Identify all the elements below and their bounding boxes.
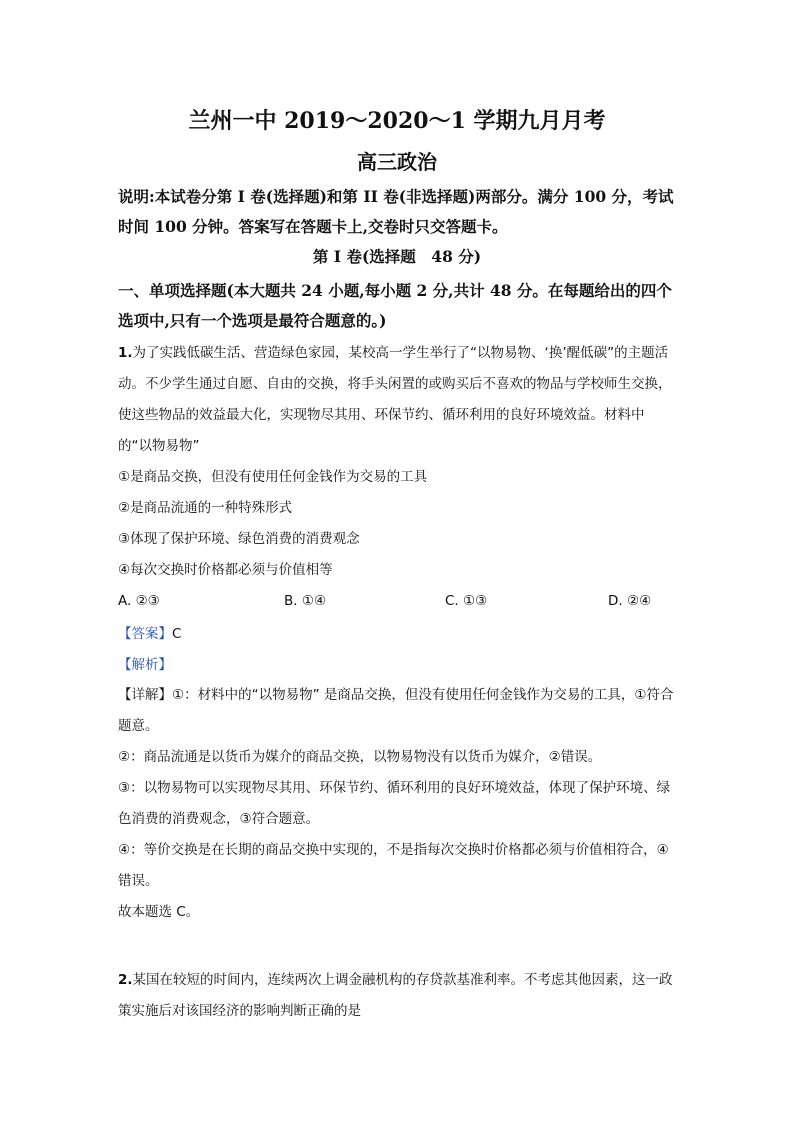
- question-1-number: 1.: [118, 345, 133, 361]
- exam-title: 兰州一中 2019～2020～1 学期九月月考: [188, 108, 606, 134]
- analysis-line: [118, 650, 678, 681]
- analysis-paragraph-2: ②：商品流通是以货币为媒介的商品交换，以物易物没有以货币为媒介，②错误。: [118, 749, 602, 765]
- statement-3: ③体现了保护环境、绿色消费的消费观念: [118, 531, 360, 547]
- option-a: A. ②③: [118, 593, 160, 609]
- exam-subtitle: 高三政治: [357, 150, 437, 174]
- question-1-stem: 1.为了实践低碳生活、营造绿色家园，某校高一学生举行了“以物易物、‘换’醒低碳”的主题活动。不少学生通过自愿、自由的交换，将手头闲置的或购买后不喜欢的物品与学校师生交换，使这些物品的效益最大化，实现物尽其用、环保节约、循环利用的良好环境效益。材料中的“以物易物”: [118, 345, 672, 454]
- statement-4: ④每次交换时价格都必须与价值相等: [118, 562, 333, 578]
- question-2: [118, 965, 678, 1027]
- analysis-paragraph-3: ③：以物易物可以实现物尽其用、环保节约、循环利用的良好环境效益，体现了保护环境、绿色消费的消费观念，③符合题意。: [118, 780, 671, 827]
- option-b: B. ①④: [284, 593, 327, 609]
- analysis-tag: 【解析】: [118, 657, 172, 673]
- question-1: [118, 338, 678, 586]
- exam-instructions: 说明:本试卷分第 I 卷(选择题)和第 II 卷(非选择题)两部分。满分 100 分，考试时间 100 分钟。答案写在答题卡上,交卷时只交答题卡。: [118, 187, 674, 236]
- part-title: 一、单项选择题(本大题共 24 小题,每小题 2 分,共计 48 分。在每题给出的四个选项中,只有一个选项是最符合题意的。): [118, 281, 672, 330]
- question-2-stem: 2.某国在较短的时间内，连续两次上调金融机构的存贷款基准利率。不考虑其他因素，这一政策实施后对该国经济的影响判断正确的是: [118, 972, 673, 1019]
- statement-2: ②是商品流通的一种特殊形式: [118, 500, 293, 516]
- option-c: C. ①③: [445, 593, 488, 609]
- statement-1: ①是商品交换，但没有使用任何金钱作为交易的工具: [118, 469, 428, 485]
- analysis-paragraph-1: 【详解】①：材料中的“以物易物” 是商品交换，但没有使用任何金钱作为交易的工具，①符合题意。: [118, 687, 674, 734]
- analysis-paragraph-4: ④：等价交换是在长期的商品交换中实现的，不是指每次交换时价格都必须与价值相符合，④错误。: [118, 842, 669, 889]
- analysis-conclusion: 故本题选 C。: [118, 904, 200, 920]
- option-d: D. ②④: [608, 593, 652, 609]
- answer-block: [118, 619, 678, 681]
- section-title: 第 I 卷(选择题 48 分): [312, 247, 482, 266]
- answer-line: [118, 619, 678, 650]
- question-2-number: 2.: [118, 972, 133, 988]
- answer-value: C: [172, 626, 182, 642]
- answer-tag: 【答案】: [118, 626, 172, 642]
- analysis-detail: [118, 680, 678, 928]
